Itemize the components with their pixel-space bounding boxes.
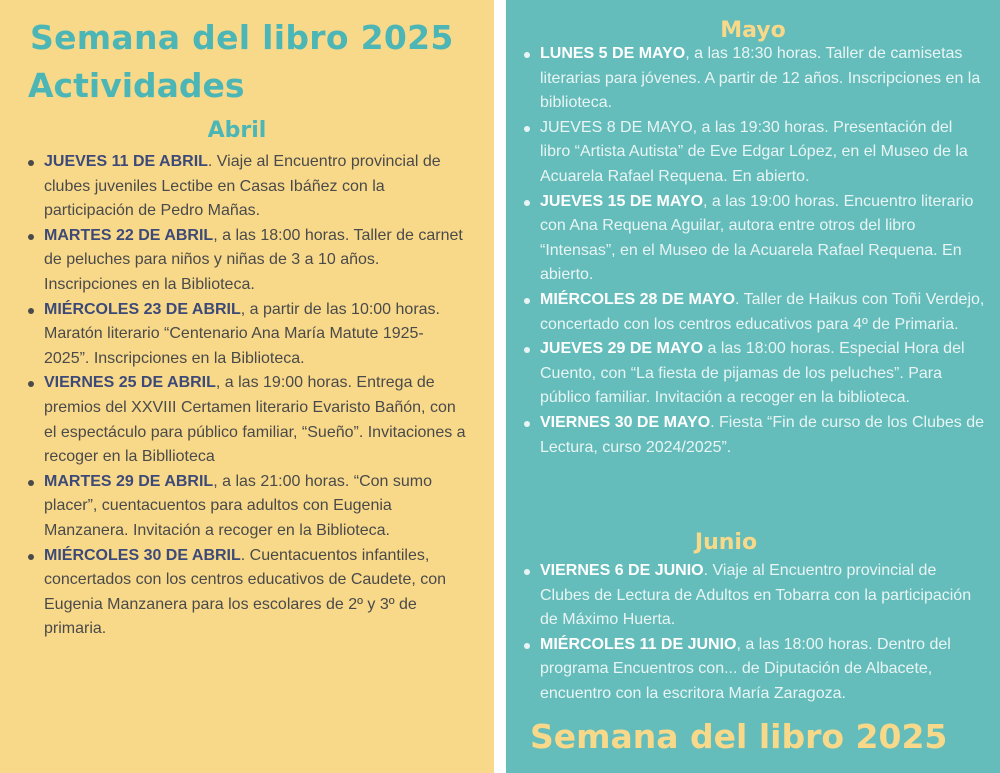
- event-date: JUEVES 29 DE MAYO: [540, 340, 704, 358]
- event-text: , a las 19:00 horas. Entrega de premios del XXVIII Certamen literario Evaristo Bañón, con el espectáculo para público familiar, “Sueño”. Invitaciones a recoger en la Bibllioteca: [44, 374, 466, 466]
- event-text: . Fiesta “Fin de curso de los Clubes de Lectura, curso 2024/2025”.: [540, 413, 985, 456]
- mayo-list: [522, 42, 987, 460]
- list-item: [522, 288, 987, 337]
- list-item: [522, 42, 987, 116]
- event-text: a las 18:00 horas. Especial Hora del Cuento, con “La fiesta de pijamas de los peluches”. Para público familiar. Invitación a recoger en la biblioteca.: [540, 340, 965, 407]
- event-date: MIÉRCOLES 23 DE ABRIL: [44, 300, 241, 318]
- page-title: Semana del libro 2025: [30, 18, 454, 57]
- junio-list: [522, 559, 987, 707]
- event-date: MARTES 29 DE ABRIL: [44, 472, 214, 490]
- event-date: JUEVES 11 DE ABRIL: [44, 153, 208, 170]
- list-item: [26, 150, 466, 224]
- event-date: JUEVES 15 DE MAYO: [540, 192, 704, 210]
- event-date: MIÉRCOLES 28 DE MAYO: [540, 290, 736, 308]
- event-date: VIERNES 6 DE JUNIO: [540, 562, 704, 579]
- list-item: [522, 633, 987, 707]
- list-item: [26, 298, 466, 372]
- event-text: , a partir de las 10:00 horas. Maratón literario “Centenario Ana María Matute 1925-2025”. Inscripciones en la Biblioteca.: [44, 300, 440, 367]
- event-text: . Taller de Haikus con Toñi Verdejo, concertado con los centros educativos para 4º de Primaria.: [540, 290, 985, 333]
- list-item: [522, 337, 987, 411]
- event-text: . Viaje al Encuentro provincial de clubes juveniles Lectibe en Casas Ibáñez con la participación de Pedro Mañas.: [44, 153, 441, 220]
- list-item: [26, 224, 466, 298]
- event-text: , a las 21:00 horas. “Con sumo placer”, cuentacuentos para adultos con Eugenia Manzanera. Invitación a recoger en la Biblioteca.: [44, 472, 432, 539]
- list-item: [26, 544, 466, 642]
- page-subtitle: Actividades: [28, 66, 245, 105]
- month-heading-mayo: Mayo: [720, 18, 786, 43]
- event-text: , a las 18:00 horas. Dentro del programa Encuentros con... de Diputación de Albacete, encuentro con la escritora María Zaragoza.: [540, 635, 951, 702]
- event-date: MARTES 22 DE ABRIL: [44, 226, 214, 244]
- event-text: , a las 18:30 horas. Taller de camisetas literarias para jóvenes. A partir de 12 años. Inscripciones en la biblioteca.: [540, 45, 981, 112]
- abril-list: [26, 150, 466, 642]
- event-date: VIERNES 25 DE ABRIL: [44, 374, 216, 392]
- event-date: MIÉRCOLES 11 DE JUNIO: [540, 635, 737, 653]
- list-item: [522, 559, 987, 633]
- list-item: [522, 190, 987, 288]
- month-heading-junio: Junio: [694, 530, 758, 555]
- list-item: [522, 116, 987, 190]
- event-date: MIÉRCOLES 30 DE ABRIL: [44, 546, 241, 564]
- event-text: , a las 19:00 horas. Encuentro literario con Ana Requena Aguilar, autora entre otros del libro “Intensas”, en el Museo de la Acuarela Rafael Requena. En abierto.: [540, 192, 974, 284]
- list-item: [26, 470, 466, 544]
- footer-title: Semana del libro 2025: [530, 717, 948, 756]
- event-date: VIERNES 30 DE MAYO: [540, 413, 711, 431]
- list-item: [522, 411, 987, 460]
- month-heading-abril: Abril: [207, 118, 267, 143]
- event-text: . Viaje al Encuentro provincial de Clubes de Lectura de Adultos en Tobarra con la participación de Máximo Huerta.: [540, 562, 972, 629]
- event-text: JUEVES 8 DE MAYO, a las 19:30 horas. Presentación del libro “Artista Autista” de Eve Edgar López, en el Museo de la Acuarela Rafael Requena. En abierto.: [540, 118, 968, 185]
- event-date: LUNES 5 DE MAYO: [540, 45, 686, 62]
- list-item: [26, 371, 466, 469]
- event-text: . Cuentacuentos infantiles, concertados con los centros educativos de Caudete, con Eugenia Manzanera para los escolares de 2º y 3º de primaria.: [44, 546, 447, 638]
- event-text: , a las 18:00 horas. Taller de carnet de peluches para niños y niñas de 3 a 10 años. Inscripciones en la Biblioteca.: [44, 226, 463, 293]
